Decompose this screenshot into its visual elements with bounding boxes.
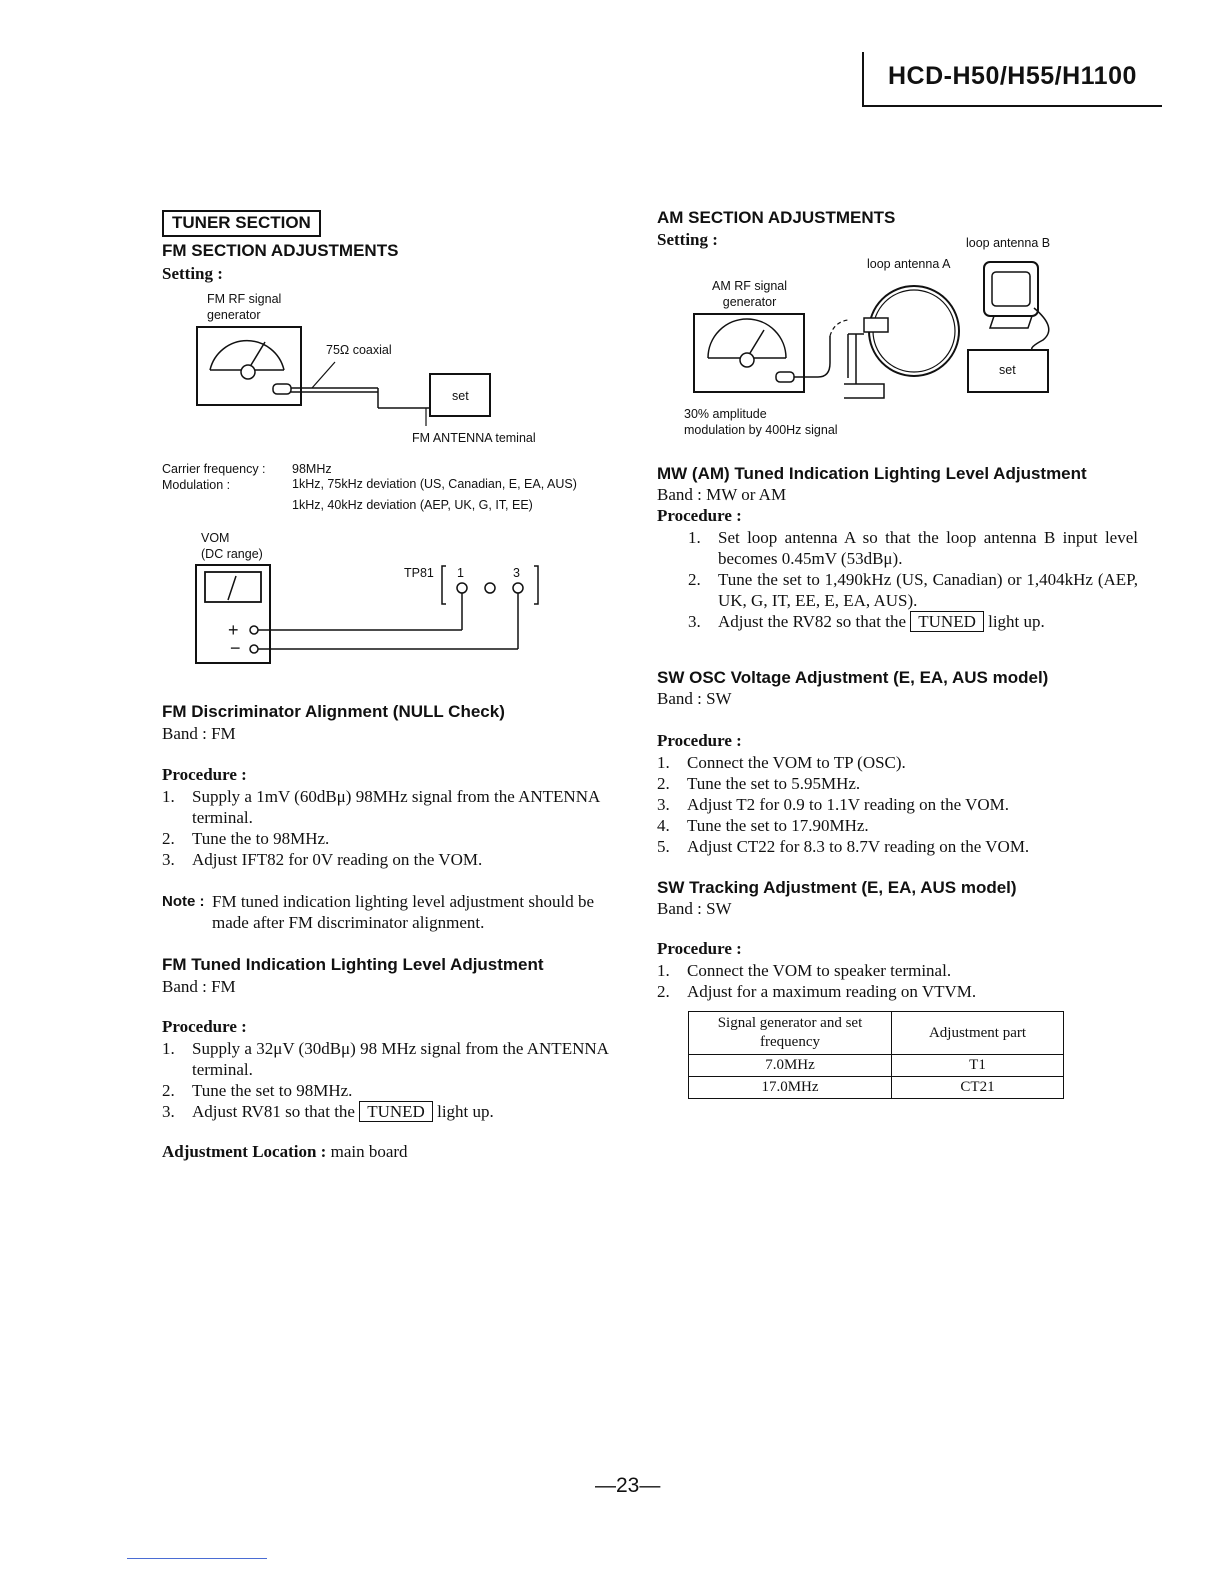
modulation-label: Modulation : bbox=[162, 478, 231, 492]
am-modulation-caption-line2: modulation by 400Hz signal bbox=[684, 423, 838, 437]
note-text: FM tuned indication lighting level adjustment should be made after FM discriminator alignment. bbox=[212, 892, 594, 932]
tuned-indicator-box: TUNED bbox=[359, 1101, 433, 1122]
vom-caption-line1: VOM bbox=[201, 531, 230, 545]
step-text: Adjust IFT82 for 0V reading on the VOM. bbox=[192, 850, 483, 869]
step-text: Supply a 32μV (30dBμ) 98 MHz signal from the ANTENNA terminal. bbox=[192, 1039, 608, 1079]
fm-setup-diagram bbox=[190, 322, 510, 427]
header-rule-vertical bbox=[862, 52, 864, 107]
loop-a-coupler bbox=[864, 318, 888, 332]
loop-antenna-a-label: loop antenna A bbox=[867, 257, 951, 271]
tp81-bracket-right bbox=[534, 566, 538, 604]
step-text: Connect the VOM to speaker terminal. bbox=[687, 961, 952, 980]
table-cell: 7.0MHz bbox=[689, 1055, 892, 1077]
step-text: Tune the set to 5.95MHz. bbox=[687, 774, 861, 793]
note-label: Note : bbox=[162, 893, 205, 910]
table-header-cell: Adjustment part bbox=[892, 1012, 1064, 1055]
fm-tuned-band: Band : FM bbox=[162, 977, 236, 996]
modulation-value-2: 1kHz, 40kHz deviation (AEP, UK, G, IT, EE) bbox=[292, 498, 533, 512]
list-item bbox=[657, 794, 1137, 815]
tuner-section-box: TUNER SECTION bbox=[162, 210, 321, 237]
sw-tracking-procedure-label: Procedure : bbox=[657, 939, 742, 958]
sw-osc-band: Band : SW bbox=[657, 689, 732, 708]
sw-osc-steps bbox=[657, 752, 1137, 857]
list-item bbox=[657, 981, 1137, 1002]
table-header-cell: Signal generator and set frequency bbox=[689, 1012, 892, 1055]
step-number: 1. bbox=[162, 1039, 175, 1058]
loop-a-stand bbox=[848, 334, 864, 384]
step-number: 1. bbox=[162, 787, 175, 806]
table-row bbox=[689, 1055, 1064, 1077]
table-cell: 17.0MHz bbox=[689, 1077, 892, 1099]
mw-tuned-title: MW (AM) Tuned Indication Lighting Level Adjustment bbox=[657, 464, 1087, 483]
step-text: Tune the to 98MHz. bbox=[192, 829, 330, 848]
tp81-label: TP81 bbox=[404, 566, 434, 580]
mw-tuned-steps bbox=[688, 527, 1138, 632]
list-item bbox=[162, 828, 622, 849]
vom-caption bbox=[201, 530, 263, 562]
fm-section-title: FM SECTION ADJUSTMENTS bbox=[162, 241, 399, 260]
sw-tracking-steps bbox=[657, 960, 1137, 1002]
generator-knob bbox=[241, 365, 255, 379]
coax-label: 75Ω coaxial bbox=[326, 343, 392, 357]
coax-pointer bbox=[312, 362, 335, 388]
carrier-frequency-label: Carrier frequency : bbox=[162, 462, 266, 476]
tp81-pin1-label: 1 bbox=[457, 566, 464, 580]
tp81-pin3-label: 3 bbox=[513, 566, 520, 580]
step-number: 1. bbox=[657, 961, 670, 980]
step-number: 3. bbox=[162, 850, 175, 869]
loop-b-cable bbox=[1032, 308, 1049, 350]
fm-discriminator-title: FM Discriminator Alignment (NULL Check) bbox=[162, 702, 505, 721]
sw-tracking-title: SW Tracking Adjustment (E, EA, AUS model) bbox=[657, 878, 1017, 897]
header-rule-horizontal bbox=[862, 105, 1162, 107]
tp81-pin3 bbox=[513, 583, 523, 593]
list-item bbox=[657, 752, 1137, 773]
mw-tuned-procedure-label: Procedure : bbox=[657, 506, 742, 525]
step-text: Connect the VOM to TP (OSC). bbox=[687, 753, 906, 772]
fm-generator-caption bbox=[207, 291, 281, 323]
table-cell: CT21 bbox=[892, 1077, 1064, 1099]
vom-caption-line2: (DC range) bbox=[201, 547, 263, 561]
step-number: 2. bbox=[657, 774, 670, 793]
step-number: 1. bbox=[688, 528, 701, 547]
fm-set-label: set bbox=[452, 389, 469, 403]
am-modulation-caption-line1: 30% amplitude bbox=[684, 407, 767, 421]
am-set-label: set bbox=[999, 363, 1016, 377]
sw-osc-procedure-label: Procedure : bbox=[657, 731, 742, 750]
vom-plus-terminal bbox=[250, 626, 258, 634]
fm-tuned-procedure-label: Procedure : bbox=[162, 1017, 247, 1036]
step-number: 1. bbox=[657, 753, 670, 772]
step-number: 2. bbox=[162, 1081, 175, 1100]
am-cable bbox=[794, 336, 830, 377]
model-title: HCD-H50/H55/H1100 bbox=[888, 62, 1137, 90]
step-text: Set loop antenna A so that the loop antenna B input level becomes 0.45mV (53dBμ). bbox=[718, 528, 1138, 568]
sw-tracking-band: Band : SW bbox=[657, 899, 732, 918]
list-item bbox=[162, 1080, 622, 1101]
table-cell: T1 bbox=[892, 1055, 1064, 1077]
list-item bbox=[162, 1101, 622, 1122]
am-generator-caption-line1: AM RF signal bbox=[712, 279, 788, 293]
list-item bbox=[162, 1038, 622, 1080]
sw-osc-title: SW OSC Voltage Adjustment (E, EA, AUS model) bbox=[657, 668, 1049, 687]
fm-setting-label: Setting : bbox=[162, 264, 223, 283]
fm-tuned-title: FM Tuned Indication Lighting Level Adjustment bbox=[162, 955, 544, 974]
step-number: 2. bbox=[162, 829, 175, 848]
list-item bbox=[657, 960, 1137, 981]
vom-plus-sign: + bbox=[228, 620, 239, 640]
carrier-frequency-value: 98MHz bbox=[292, 462, 332, 476]
step-text: Tune the set to 17.90MHz. bbox=[687, 816, 869, 835]
table-row bbox=[689, 1077, 1064, 1099]
loop-a-base bbox=[844, 384, 884, 398]
step-text-end: light up. bbox=[437, 1102, 494, 1121]
am-modulation-caption bbox=[684, 406, 838, 438]
tp81-pin2 bbox=[485, 583, 495, 593]
step-text: Tune the set to 1,490kHz (US, Canadian) or 1,404kHz (AEP, UK, G, IT, EE, E, EA, AUS). bbox=[718, 570, 1138, 610]
fm-discriminator-steps bbox=[162, 786, 622, 870]
tp81-bracket-left bbox=[442, 566, 446, 604]
step-text: Supply a 1mV (60dBμ) 98MHz signal from the ANTENNA terminal. bbox=[192, 787, 600, 827]
sw-tracking-table bbox=[688, 1011, 1064, 1099]
list-item bbox=[688, 611, 1138, 632]
list-item bbox=[657, 836, 1137, 857]
step-number: 4. bbox=[657, 816, 670, 835]
fm-tuned-steps bbox=[162, 1038, 622, 1122]
step-number: 2. bbox=[688, 570, 701, 589]
fm-generator-caption-line1: FM RF signal bbox=[207, 292, 282, 306]
page-number: —23— bbox=[595, 1474, 661, 1497]
am-generator-caption-line2: generator bbox=[722, 295, 777, 309]
vom-minus-terminal bbox=[250, 645, 258, 653]
tp81-pin1 bbox=[457, 583, 467, 593]
am-setting-label: Setting : bbox=[657, 230, 718, 249]
fm-note bbox=[162, 891, 622, 933]
modulation-value-1: 1kHz, 75kHz deviation (US, Canadian, E, EA, AUS) bbox=[292, 477, 577, 491]
footer-rule bbox=[127, 1558, 267, 1559]
fm-discriminator-procedure-label: Procedure : bbox=[162, 765, 247, 784]
step-text: Adjust CT22 for 8.3 to 8.7V reading on the VOM. bbox=[687, 837, 1030, 856]
output-jack bbox=[273, 384, 291, 394]
list-item bbox=[688, 527, 1138, 569]
table-header-row bbox=[689, 1012, 1064, 1055]
adjustment-location bbox=[162, 1142, 408, 1162]
vom-tp81-diagram bbox=[190, 562, 550, 668]
step-text-end: light up. bbox=[988, 612, 1045, 631]
vom-minus-sign: − bbox=[230, 638, 241, 658]
am-section-title: AM SECTION ADJUSTMENTS bbox=[657, 208, 896, 227]
mw-tuned-band: Band : MW or AM bbox=[657, 485, 787, 504]
adjustment-location-label: Adjustment Location : bbox=[162, 1142, 327, 1161]
step-text: Adjust for a maximum reading on VTVM. bbox=[687, 982, 977, 1001]
list-item bbox=[657, 815, 1137, 836]
list-item bbox=[657, 773, 1137, 794]
step-text: Adjust the RV82 so that the bbox=[718, 612, 906, 631]
am-setup-diagram bbox=[688, 258, 1068, 403]
step-number: 5. bbox=[657, 837, 670, 856]
step-number: 2. bbox=[657, 982, 670, 1001]
step-text: Adjust RV81 so that the bbox=[192, 1102, 355, 1121]
tuned-indicator-box: TUNED bbox=[910, 611, 984, 632]
step-number: 3. bbox=[162, 1102, 175, 1121]
list-item bbox=[688, 569, 1138, 611]
step-text: Adjust T2 for 0.9 to 1.1V reading on the VOM. bbox=[687, 795, 1010, 814]
loop-antenna-b-label: loop antenna B bbox=[966, 236, 1051, 250]
step-text: Tune the set to 98MHz. bbox=[192, 1081, 353, 1100]
fm-antenna-terminal-label: FM ANTENNA teminal bbox=[412, 431, 536, 445]
list-item bbox=[162, 786, 622, 828]
step-number: 3. bbox=[657, 795, 670, 814]
step-number: 3. bbox=[688, 612, 701, 631]
list-item bbox=[162, 849, 622, 870]
adjustment-location-value: main board bbox=[330, 1142, 408, 1161]
fm-generator-caption-line2: generator bbox=[207, 308, 261, 322]
fm-discriminator-band: Band : FM bbox=[162, 724, 236, 743]
